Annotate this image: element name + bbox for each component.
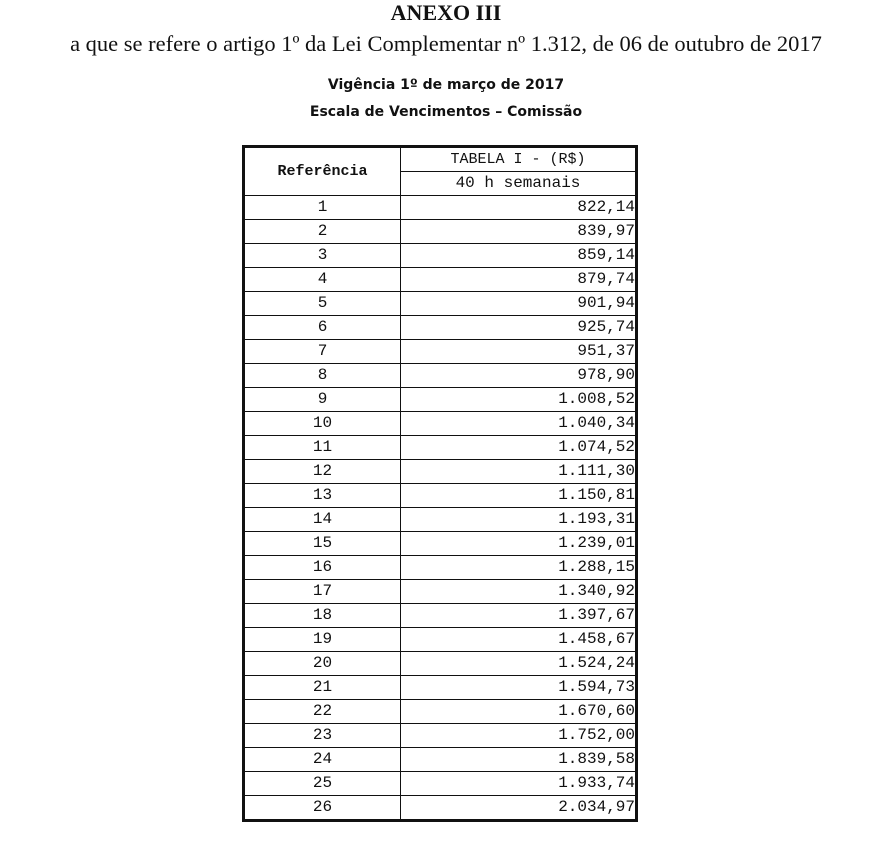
referencia-cell: 9	[244, 388, 401, 412]
vencimento-cell: 1.524,24	[401, 652, 637, 676]
table-row	[244, 268, 637, 292]
referencia-cell: 4	[244, 268, 401, 292]
table-row	[244, 220, 637, 244]
table-row	[244, 484, 637, 508]
annex-subtitle: a que se refere o artigo 1º da Lei Complementar nº 1.312, de 06 de outubro de 2017	[70, 31, 822, 56]
referencia-cell: 16	[244, 556, 401, 580]
vencimento-cell: 1.288,15	[401, 556, 637, 580]
table-row	[244, 556, 637, 580]
referencia-cell: 12	[244, 460, 401, 484]
vencimento-cell: 1.008,52	[401, 388, 637, 412]
table-row	[244, 388, 637, 412]
vencimento-cell: 1.111,30	[401, 460, 637, 484]
table-body	[244, 196, 637, 821]
table-row	[244, 412, 637, 436]
vencimento-cell: 901,94	[401, 292, 637, 316]
referencia-cell: 20	[244, 652, 401, 676]
table-row	[244, 580, 637, 604]
vencimento-cell: 1.239,01	[401, 532, 637, 556]
vencimento-cell: 879,74	[401, 268, 637, 292]
vencimento-cell: 1.933,74	[401, 772, 637, 796]
table-row	[244, 772, 637, 796]
table-row	[244, 244, 637, 268]
referencia-cell: 11	[244, 436, 401, 460]
column-header-tabela: TABELA I - (R$)	[401, 147, 637, 172]
table-row	[244, 604, 637, 628]
table-row	[244, 196, 637, 220]
table-row	[244, 532, 637, 556]
vencimento-cell: 1.074,52	[401, 436, 637, 460]
referencia-cell: 6	[244, 316, 401, 340]
referencia-cell: 15	[244, 532, 401, 556]
vencimento-cell: 1.150,81	[401, 484, 637, 508]
vencimento-cell: 1.040,34	[401, 412, 637, 436]
vencimento-cell: 822,14	[401, 196, 637, 220]
table-row	[244, 292, 637, 316]
column-header-jornada: 40 h semanais	[401, 172, 637, 196]
table-row	[244, 316, 637, 340]
referencia-cell: 23	[244, 724, 401, 748]
referencia-cell: 17	[244, 580, 401, 604]
table-row	[244, 748, 637, 772]
table-row	[244, 724, 637, 748]
vencimento-cell: 951,37	[401, 340, 637, 364]
referencia-cell: 22	[244, 700, 401, 724]
vencimento-cell: 1.670,60	[401, 700, 637, 724]
referencia-cell: 13	[244, 484, 401, 508]
referencia-cell: 24	[244, 748, 401, 772]
table-row	[244, 652, 637, 676]
referencia-cell: 10	[244, 412, 401, 436]
column-header-referencia: Referência	[244, 147, 401, 196]
vencimento-cell: 1.193,31	[401, 508, 637, 532]
referencia-cell: 5	[244, 292, 401, 316]
vencimento-cell: 839,97	[401, 220, 637, 244]
table-row	[244, 340, 637, 364]
referencia-cell: 25	[244, 772, 401, 796]
annex-title: ANEXO III	[390, 0, 502, 25]
escala-heading: Escala de Vencimentos – Comissão	[309, 104, 583, 120]
table-row	[244, 508, 637, 532]
vencimento-cell: 1.594,73	[401, 676, 637, 700]
vigencia-heading: Vigência 1º de março de 2017	[327, 77, 565, 93]
referencia-cell: 26	[244, 796, 401, 821]
vencimento-cell: 1.397,67	[401, 604, 637, 628]
referencia-cell: 1	[244, 196, 401, 220]
referencia-cell: 21	[244, 676, 401, 700]
table-row	[244, 628, 637, 652]
vencimento-cell: 925,74	[401, 316, 637, 340]
vencimento-cell: 1.839,58	[401, 748, 637, 772]
referencia-cell: 3	[244, 244, 401, 268]
vencimento-cell: 1.752,00	[401, 724, 637, 748]
vencimento-cell: 1.458,67	[401, 628, 637, 652]
referencia-cell: 2	[244, 220, 401, 244]
table-header	[244, 147, 637, 196]
referencia-cell: 7	[244, 340, 401, 364]
table-row	[244, 436, 637, 460]
referencia-cell: 18	[244, 604, 401, 628]
referencia-cell: 19	[244, 628, 401, 652]
salary-scale-table	[242, 145, 638, 822]
referencia-cell: 8	[244, 364, 401, 388]
vencimento-cell: 978,90	[401, 364, 637, 388]
vencimento-cell: 2.034,97	[401, 796, 637, 821]
table-row	[244, 460, 637, 484]
table-row	[244, 796, 637, 821]
table-row	[244, 700, 637, 724]
table-row	[244, 676, 637, 700]
table-row	[244, 364, 637, 388]
vencimento-cell: 859,14	[401, 244, 637, 268]
referencia-cell: 14	[244, 508, 401, 532]
vencimento-cell: 1.340,92	[401, 580, 637, 604]
